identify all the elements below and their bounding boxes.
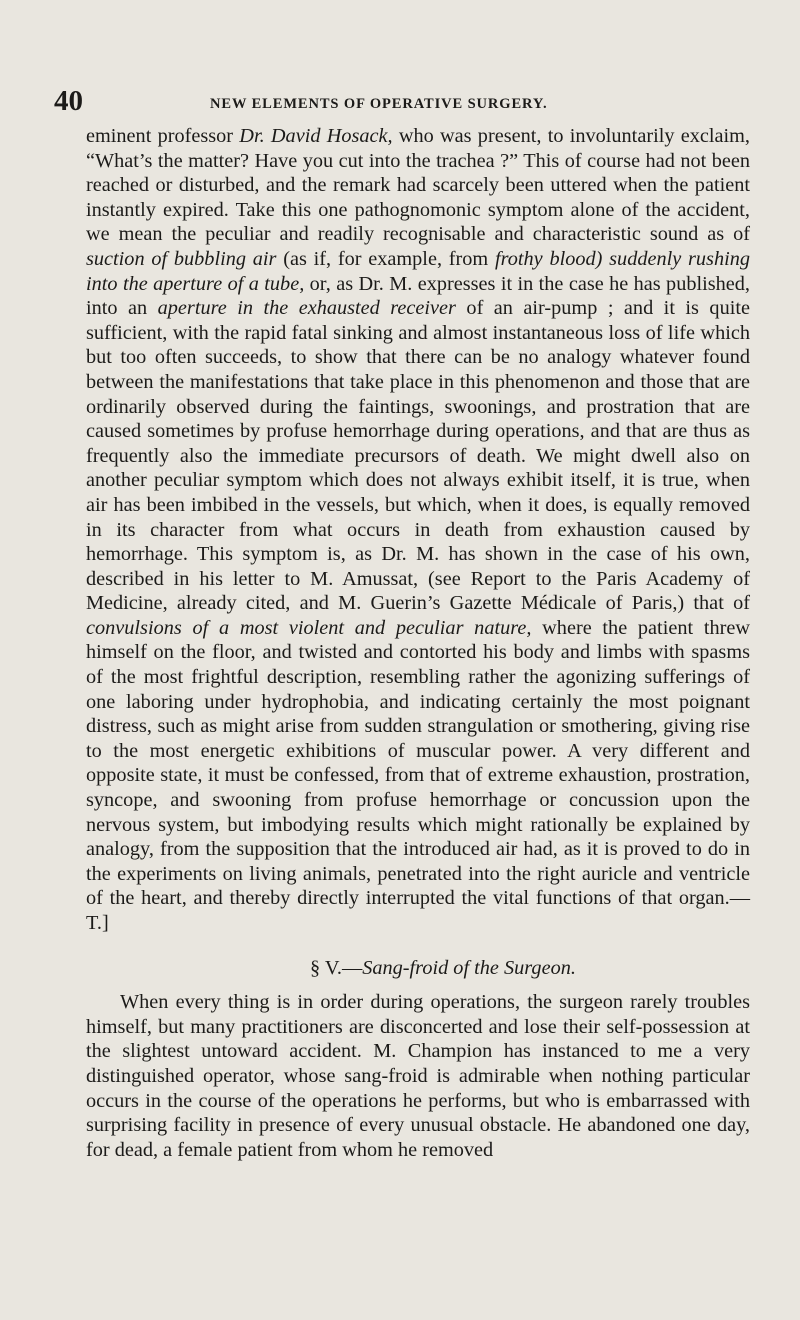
italic-run: Dr. David Hosack, [239, 125, 393, 147]
italic-run: frothy blood) suddenly rushing into the aperture of a tube, [86, 247, 750, 295]
text-run: where the patient threw himself on the floor, and twisted and contorted his body and limbs with spasms of the most frightful description, resembling rather the agonizing sufferings of one laboring under hydrophobia, and indicating certainly the most poignant distress, such as might arise from sudden strangulation or smothering, giving rise to the most energetic exhibitions of muscular power. A very different and opposite state, it must be confessed, from that of extreme exhaustion, prostration, syncope, and swooning from profuse hemorrhage or concussion upon the nervous system, but imbodying results which might rationally be explained by analogy, from the supposition that the introduced air had, as it is proved to do in the experiments on living animals, penetrated into the right auricle and ventricle of the heart, and thereby directly interrupted the vital functions of that organ.—T.] [86, 616, 750, 934]
paragraph: When every thing is in order during operations, the surgeon rarely troubles himself, but many practitioners are disconcerted and lose their self-possession at the slightest untoward accident. M. Champion has instanced to me a very distinguished operator, whose sang-froid is admirable when nothing particular occurs in the course of the operations he performs, but who is embarrassed with surprising facility in presence of every unusual obstacle. He abandoned one day, for dead, a female patient from whom he removed [86, 991, 750, 1161]
italic-run: suction of bubbling air [86, 247, 277, 270]
text-run: of an air-pump ; and it is quite sufficient, with the rapid fatal sinking and almost instantaneous loss of life which but too often succeeds, to show that there can be no analogy whatever found between the manifestations that take place in this phenomenon and those that are ordinarily observed during the faintings, swoonings, and prostration that are caused sometimes by profuse hemorrhage during operations, and that are thus as frequently also the immediate precursors of death. We might dwell also on another peculiar symptom which does not always exhibit itself, it is true, when air has been imbibed in the vessels, but which, when it does, is equally removed in its character from what occurs in death from exhaustion caused by hemorrhage. This symptom is, as Dr. M. has shown in the case of his own, described in his letter to M. Amussat, (see Report to the Paris Academy of Medicine, already cited, and M. Guerin’s Gazette Médicale of Paris,) that of [86, 297, 750, 615]
text-run: (as if, for example, from [276, 247, 495, 270]
text-run: or, as Dr. M. expresses it in the case he has published, into an [86, 272, 750, 320]
page-number: 40 [54, 85, 83, 117]
italic-run: aperture in the exhausted receiver [157, 297, 456, 320]
body-text [86, 124, 750, 1162]
page-header [0, 86, 800, 116]
italic-run: convulsions of a most violent and peculiar nature, [86, 616, 532, 639]
section-number: § V.— [310, 956, 363, 979]
section-heading [86, 956, 750, 981]
text-run: eminent professor [86, 125, 240, 147]
running-head: NEW ELEMENTS OF OPERATIVE SURGERY. [210, 96, 548, 112]
paragraph-continued [86, 124, 750, 936]
text-run: who was present, to involuntarily exclaim, “What’s the matter? Have you cut into the trachea ?” This of course had not been reached or disturbed, and the remark had scarcely been uttered when the patient instantly expired. Take this one pathognomonic symptom alone of the accident, we mean the peculiar and readily recognisable and characteristic sound as of [86, 125, 750, 246]
section-title: Sang-froid of the Surgeon. [362, 956, 576, 979]
